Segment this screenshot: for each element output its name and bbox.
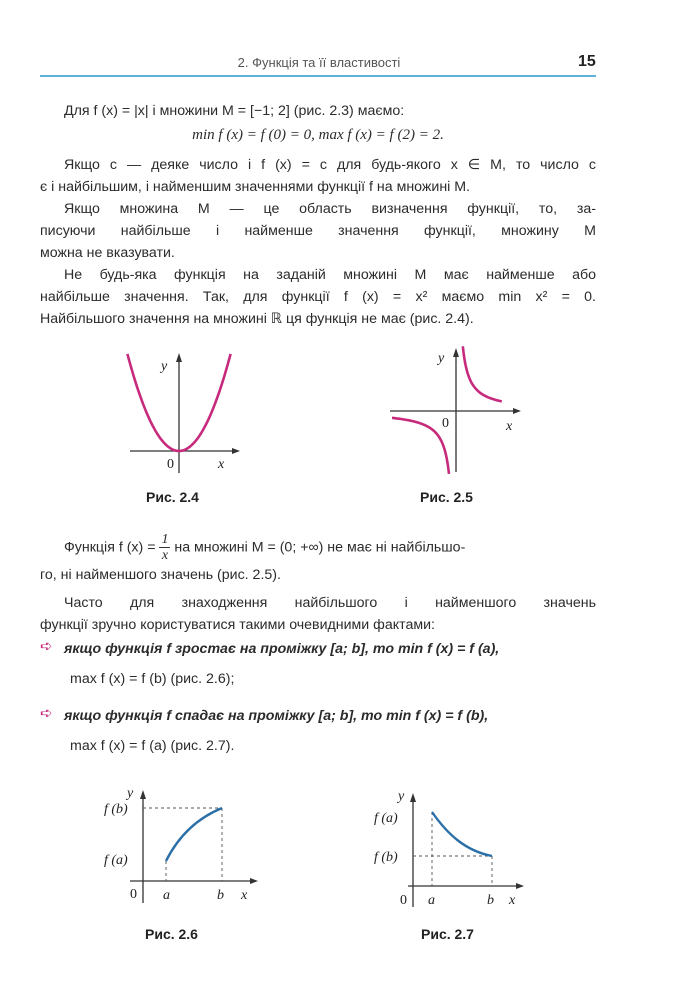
caption-2-7: Рис. 2.7 — [421, 926, 474, 942]
bullet-1-line-2: max f (x) = f (b) (рис. 2.6); — [70, 671, 235, 687]
x-axis-arrow — [232, 448, 240, 454]
bullet-1-icon: ➪ — [40, 638, 53, 655]
fig27-y-label: y — [398, 789, 405, 804]
fig24-x-label: x — [218, 457, 225, 472]
fraction-denominator: x — [161, 548, 169, 563]
fig26-origin: 0 — [130, 887, 137, 902]
section-title: 2. Функція та її властивості — [237, 55, 401, 70]
bullet-1-line-1: якщо функція f зростає на проміжку [a; b], то min f (x) = f (a), — [64, 641, 500, 657]
paragraph-4-line-3: Найбільшого значення на множині ℝ ця функція не має (рис. 2.4). — [40, 311, 474, 327]
fig25-origin: 0 — [442, 416, 449, 431]
fig26-x-label: x — [241, 888, 248, 903]
fig27-origin: 0 — [400, 893, 407, 908]
fig26-y-label: y — [127, 786, 134, 801]
fig26-a-label: a — [163, 888, 170, 903]
caption-2-5: Рис. 2.5 — [420, 489, 473, 505]
paragraph-1: Для f (x) = |x| і множини M = [−1; 2] (рис. 2.3) маємо: — [64, 103, 405, 119]
bullet-2-line-1: якщо функція f спадає на проміжку [a; b], то min f (x) = f (b), — [64, 708, 489, 724]
paragraph-2-line-2: є і найбільшим, і найменшим значеннями функції f на множині M. — [40, 179, 471, 195]
paragraph-5-line-1 — [40, 532, 596, 562]
y-axis-arrow — [410, 793, 416, 802]
fig24-origin: 0 — [167, 457, 174, 472]
figure-2-5 — [385, 345, 525, 475]
fig25-y-label: y — [438, 351, 445, 366]
fraction-numerator: 1 — [161, 532, 169, 547]
paragraph-4-line-1: Не будь-яка функція на заданій множині M має найменше або — [64, 267, 596, 283]
x-axis-arrow — [513, 408, 521, 414]
figure-2-6 — [100, 785, 260, 915]
formula-1-text: min f (x) = f (0) = 0, max f (x) = f (2) = 2. — [192, 127, 444, 143]
bullet-2-line-2: max f (x) = f (a) (рис. 2.7). — [70, 738, 235, 754]
hyperbola-left-branch — [392, 418, 449, 474]
fig26-b-label: b — [217, 888, 224, 903]
hyperbola-right-branch — [463, 346, 502, 401]
paragraph-5-line-2: го, ні найменшого значень (рис. 2.5). — [40, 567, 281, 583]
figure-2-4 — [120, 348, 240, 478]
caption-2-4: Рис. 2.4 — [146, 489, 199, 505]
decreasing-curve — [432, 812, 492, 856]
fraction-1-over-x — [159, 532, 170, 563]
y-axis-arrow — [140, 790, 146, 799]
fig25-x-label: x — [506, 419, 513, 434]
paragraph-4-line-2: найбільше значення. Так, для функції f (x) = x² маємо min x² = 0. — [40, 289, 596, 305]
fig26-fa-label: f (a) — [104, 853, 128, 868]
increasing-curve — [166, 808, 222, 861]
p5-pre: Функція f (x) = — [64, 539, 156, 556]
x-axis-arrow — [250, 878, 258, 884]
fig24-y-label: y — [161, 359, 168, 374]
p5-post: на множині M = (0; +∞) не має ні найбільшо- — [174, 539, 466, 556]
fig27-fa-label: f (a) — [374, 811, 398, 826]
x-axis-arrow — [516, 883, 524, 889]
paragraph-2-line-1: Якщо c — деяке число і f (x) = c для будь-якого x ∈ M, то число c — [64, 157, 596, 173]
y-axis-arrow — [453, 348, 459, 357]
paragraph-6-line-2: функції зручно користуватися такими очевидними фактами: — [40, 617, 435, 633]
figure-2-7 — [370, 785, 530, 915]
paragraph-6-line-1: Часто для знаходження найбільшого і найменшого значень — [64, 595, 596, 611]
fig27-x-label: x — [509, 893, 516, 908]
fig27-a-label: a — [428, 893, 435, 908]
header-rule — [40, 75, 596, 77]
paragraph-3-line-1: Якщо множина M — це область визначення функції, то, за- — [64, 201, 596, 217]
y-axis-arrow — [176, 353, 182, 362]
fig27-fb-label: f (b) — [374, 850, 398, 865]
fig26-fb-label: f (b) — [104, 802, 128, 817]
paragraph-3-line-3: можна не вказувати. — [40, 245, 175, 261]
bullet-2-icon: ➪ — [40, 705, 53, 722]
paragraph-3-line-2: писуючи найбільше і найменше значення функції, множину M — [40, 223, 596, 239]
formula-1 — [40, 125, 596, 145]
caption-2-6: Рис. 2.6 — [145, 926, 198, 942]
page-number: 15 — [578, 53, 596, 70]
fig27-b-label: b — [487, 893, 494, 908]
